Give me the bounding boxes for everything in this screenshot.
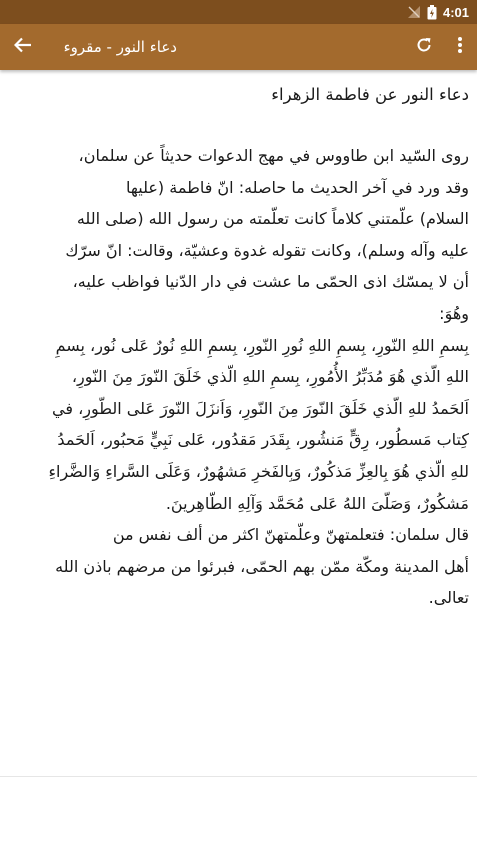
closing-paragraph xyxy=(8,519,469,614)
more-vert-icon xyxy=(457,36,463,58)
text-line: عليه وآله وسلم)، وكانت تقوله غدوة وعشيّة، وقالت: انّ سرّك xyxy=(65,240,469,260)
back-arrow-icon xyxy=(14,37,32,57)
refresh-icon xyxy=(415,36,433,58)
status-time: 4:01 xyxy=(442,4,469,20)
signal-off-icon xyxy=(407,5,421,19)
page-title: دعاء النور - مقروء xyxy=(63,38,177,56)
text-line: اَلحَمدُ للهِ الّذي خَلَقَ النّورَ مِنَ النّورِ، وَاَنزَلَ النّورَ عَلى الطّورِ، في xyxy=(52,398,469,418)
text-line: وهُوَ: xyxy=(439,303,469,323)
text-line: اللهِ الّذي هُوَ مُدَبِّرُ الأُمُورِ، بِسمِ اللهِ الّذي خَلَقَ النّورَ مِنَ النّورِ، xyxy=(71,367,469,387)
text-line: للهِ الّذي هُوَ بِالعِزِّ مَذكُورٌ، وَبِالفَخرِ مَشهُورٌ، وَعَلَى السَّراءِ وَالضَّراءِ xyxy=(48,461,469,481)
content-area xyxy=(8,80,469,614)
text-line: روى السّيد ابن طاووس في مهج الدعوات حديثاً عن سلمان، xyxy=(78,146,469,165)
text-line: مَشكُورٌ، وَصَلّىَ اللهُ عَلى مُحَمَّد وَآلِهِ الطّاهِرينَ. xyxy=(165,493,469,513)
intro-paragraph xyxy=(8,140,469,330)
text-line: وقد ورد في آخر الحديث ما حاصله: انّ فاطمة (عليها xyxy=(126,177,469,197)
dua-heading: دعاء النور عن فاطمة الزهراء xyxy=(271,85,469,104)
more-options-button[interactable] xyxy=(448,24,472,70)
status-bar xyxy=(0,0,477,24)
dua-text xyxy=(8,330,469,520)
text-line: أهل المدينة ومكّة ممّن بهم الحمّى، فبرئوا من مرضهم باذن الله xyxy=(55,556,469,576)
text-line: السلام) علّمتني كلاماً كانت تعلّمته من رسول الله (صلى الله xyxy=(76,209,469,229)
app-bar xyxy=(0,24,477,70)
back-button[interactable] xyxy=(6,24,40,70)
battery-icon xyxy=(427,5,437,20)
spacer xyxy=(8,110,469,140)
text-line: كِتاب مَسطُور، رِقٍّ مَنشُور، بِقَدَر مَقدُور، عَلى نَبِيٍّ مَحبُور، اَلحَمدُ xyxy=(57,430,469,450)
text-line: قال سلمان: فتعلمتهنّ وعلّمتهنّ اكثر من ألف نفس من xyxy=(112,525,469,545)
content-divider xyxy=(0,776,477,777)
text-line: بِسمِ اللهِ النّورِ، بِسمِ اللهِ نُورِ النّورِ، بِسمِ اللهِ نُورٌ عَلى نُور، بِسمِ xyxy=(55,335,469,355)
text-line: أن لا يمسّك اذى الحمّى ما عشت في دار الدّنيا فواظب عليه، xyxy=(72,272,469,292)
refresh-button[interactable] xyxy=(408,24,440,70)
text-line: تعالى. xyxy=(428,588,469,608)
